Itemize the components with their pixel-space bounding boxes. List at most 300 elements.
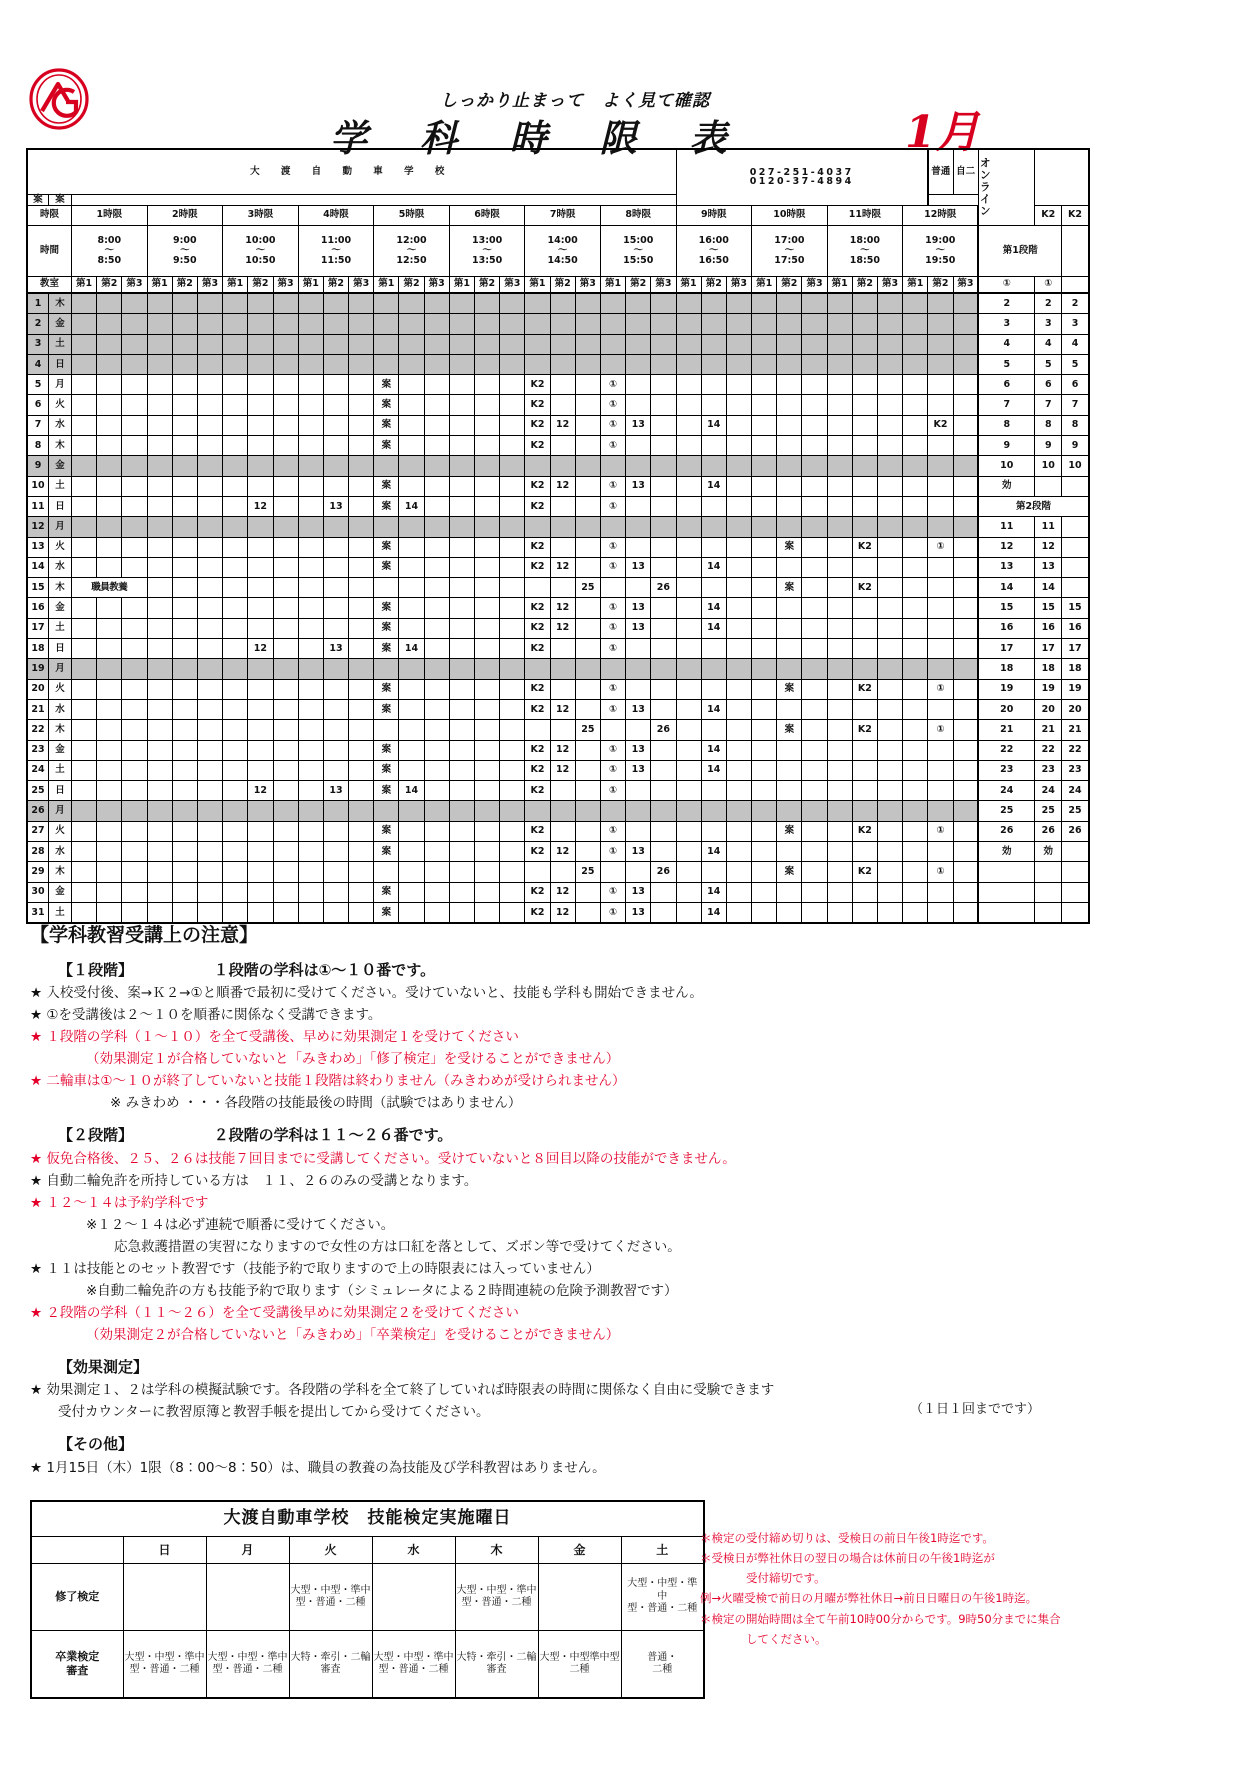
room-header: 第3 (802, 276, 827, 293)
schedule-cell (72, 476, 97, 496)
schedule-cell (424, 415, 449, 435)
schedule-cell (626, 639, 651, 659)
schedule-cell (197, 639, 222, 659)
schedule-cell (147, 293, 172, 314)
note-line: ★ １段階の学科（１～１０）を全て受講後、早めに効果測定１を受けてください (30, 1029, 519, 1046)
schedule-cell (223, 293, 248, 314)
schedule-cell (802, 821, 827, 841)
side-cell: 15 (1062, 598, 1089, 618)
schedule-cell (903, 841, 928, 861)
schedule-cell: 案 (374, 821, 399, 841)
schedule-cell (550, 720, 575, 740)
schedule-cell (525, 720, 550, 740)
schedule-cell (349, 436, 374, 456)
schedule-cell: K2 (525, 436, 550, 456)
schedule-cell (97, 395, 122, 415)
schedule-cell (475, 598, 500, 618)
schedule-cell (197, 415, 222, 435)
schedule-cell (72, 496, 97, 516)
schedule-cell (298, 314, 323, 334)
schedule-cell (197, 720, 222, 740)
schedule-cell (626, 781, 651, 801)
schedule-cell (122, 801, 147, 821)
row-date: 9 (27, 456, 49, 476)
schedule-cell (475, 618, 500, 638)
schedule-cell (449, 862, 474, 882)
schedule-cell (449, 395, 474, 415)
side-cell: 20 (1035, 699, 1062, 719)
schedule-cell (97, 436, 122, 456)
schedule-cell (726, 354, 751, 374)
schedule-cell (223, 841, 248, 861)
schedule-cell (323, 882, 348, 902)
schedule-cell (651, 821, 676, 841)
schedule-cell (752, 415, 777, 435)
period-header: 8時限 (600, 205, 676, 225)
schedule-cell (701, 821, 726, 841)
schedule-cell: 案 (374, 781, 399, 801)
schedule-cell (97, 841, 122, 861)
note-line: ★ 効果測定１、２は学科の模擬試験です。各段階の学科を全て終了していれば時限表の時間に関係なく自由に受験できます (30, 1382, 775, 1399)
row-date: 20 (27, 679, 49, 699)
schedule-cell (475, 415, 500, 435)
schedule-cell (72, 375, 97, 395)
schedule-cell (575, 395, 600, 415)
schedule-cell (399, 720, 424, 740)
table-row (27, 821, 1089, 841)
schedule-cell (72, 841, 97, 861)
schedule-cell (777, 354, 802, 374)
schedule-cell (349, 760, 374, 780)
exam-cell (123, 1564, 206, 1631)
table-row (27, 415, 1089, 435)
cell-kyoin: 職員教養 (72, 578, 148, 598)
schedule-cell (449, 720, 474, 740)
schedule-cell (97, 699, 122, 719)
side-cell: 6 (1062, 375, 1089, 395)
schedule-cell (500, 476, 525, 496)
schedule-cell (701, 679, 726, 699)
schedule-cell (449, 821, 474, 841)
schedule-cell: K2 (525, 781, 550, 801)
schedule-cell (273, 537, 298, 557)
row-date: 16 (27, 598, 49, 618)
schedule-cell (424, 375, 449, 395)
schedule-cell (953, 334, 978, 354)
schedule-cell (827, 415, 852, 435)
schedule-cell (122, 476, 147, 496)
schedule-cell (475, 578, 500, 598)
schedule-cell (97, 882, 122, 902)
schedule-cell (651, 496, 676, 516)
schedule-cell (525, 293, 550, 314)
schedule-cell (903, 862, 928, 882)
schedule-cell (550, 659, 575, 679)
schedule-cell (72, 781, 97, 801)
schedule-cell (298, 537, 323, 557)
schedule-cell (651, 801, 676, 821)
page-header (0, 30, 1240, 160)
side-cell: 18 (978, 659, 1035, 679)
schedule-cell (449, 537, 474, 557)
schedule-cell (903, 415, 928, 435)
schedule-cell: 14 (701, 882, 726, 902)
schedule-cell (726, 456, 751, 476)
schedule-cell (97, 293, 122, 314)
schedule-cell (323, 659, 348, 679)
side-cell: 12 (978, 537, 1035, 557)
schedule-cell (273, 557, 298, 577)
row-day: 日 (49, 781, 72, 801)
schedule-cell (550, 821, 575, 841)
schedule-cell (248, 862, 273, 882)
row-day: 水 (49, 699, 72, 719)
row-day: 金 (49, 314, 72, 334)
schedule-cell (827, 456, 852, 476)
schedule-cell: ① (600, 415, 625, 435)
schedule-cell (575, 557, 600, 577)
schedule-cell (475, 801, 500, 821)
schedule-cell: 案 (374, 841, 399, 861)
exam-cell: 大型・中型・準中 型・普通・二種 (123, 1631, 206, 1699)
schedule-cell (273, 334, 298, 354)
schedule-cell (575, 314, 600, 334)
schedule-cell (852, 781, 877, 801)
row-day: 土 (49, 618, 72, 638)
schedule-cell (928, 334, 953, 354)
side-cell: 16 (1035, 618, 1062, 638)
schedule-cell: ① (600, 740, 625, 760)
schedule-cell (852, 557, 877, 577)
schedule-cell (172, 720, 197, 740)
schedule-cell (298, 476, 323, 496)
schedule-cell (802, 720, 827, 740)
schedule-cell (550, 496, 575, 516)
schedule-cell (349, 821, 374, 841)
schedule-cell (223, 639, 248, 659)
schedule-cell (827, 354, 852, 374)
exam-cell: 大型・中型・準中 型・普通・二種 (289, 1564, 372, 1631)
schedule-cell (777, 639, 802, 659)
schedule-cell: 14 (701, 760, 726, 780)
schedule-cell (953, 639, 978, 659)
period-time: 15:00 ～ 15:50 (600, 225, 676, 276)
schedule-cell: ① (928, 821, 953, 841)
schedule-cell (575, 639, 600, 659)
schedule-cell: K2 (525, 740, 550, 760)
schedule-cell (626, 354, 651, 374)
side-cell (1035, 476, 1062, 496)
exam-cell: 大特・牽引・二輪 審査 (455, 1631, 538, 1699)
schedule-cell: 案 (374, 740, 399, 760)
schedule-cell (424, 476, 449, 496)
schedule-cell (802, 841, 827, 861)
schedule-cell (122, 557, 147, 577)
room-header: 第3 (726, 276, 751, 293)
schedule-cell: 13 (626, 476, 651, 496)
schedule-cell (172, 578, 197, 598)
schedule-cell (172, 436, 197, 456)
table-row (27, 354, 1089, 374)
schedule-cell (248, 618, 273, 638)
schedule-cell (500, 293, 525, 314)
side-cell: 20 (1062, 699, 1089, 719)
schedule-cell (752, 862, 777, 882)
schedule-cell (651, 415, 676, 435)
schedule-cell (903, 720, 928, 740)
schedule-cell (928, 659, 953, 679)
schedule-cell (349, 557, 374, 577)
schedule-cell (424, 395, 449, 415)
schedule-cell (223, 740, 248, 760)
exam-note-line: してください。 (700, 1631, 827, 1646)
side-cell: 26 (978, 821, 1035, 841)
schedule-cell (777, 801, 802, 821)
schedule-cell (777, 395, 802, 415)
schedule-cell (72, 517, 97, 537)
period-header: 3時限 (223, 205, 299, 225)
room-header: 第2 (475, 276, 500, 293)
schedule-cell (676, 354, 701, 374)
schedule-cell (676, 618, 701, 638)
kouka-note-right: （１日１回までです） (910, 1402, 1041, 1418)
schedule-cell (323, 598, 348, 618)
row-day: 火 (49, 395, 72, 415)
schedule-cell (323, 415, 348, 435)
schedule-cell (701, 375, 726, 395)
schedule-cell (147, 517, 172, 537)
schedule-cell (399, 760, 424, 780)
schedule-cell (248, 354, 273, 374)
side-cell: 5 (1062, 354, 1089, 374)
schedule-cell (197, 456, 222, 476)
side-cell: 7 (978, 395, 1035, 415)
schedule-cell (852, 882, 877, 902)
schedule-cell (802, 436, 827, 456)
schedule-cell (349, 314, 374, 334)
exam-title: 大渡自動車学校 技能検定実施曜日 (31, 1501, 704, 1537)
side-cell: 17 (978, 639, 1035, 659)
schedule-cell (197, 801, 222, 821)
schedule-cell (323, 862, 348, 882)
tagline: しっかり止まって よく見て確認 (440, 91, 710, 111)
schedule-cell (726, 578, 751, 598)
room-header: 第3 (651, 276, 676, 293)
schedule-cell (752, 639, 777, 659)
period-time: 10:00 ～ 10:50 (223, 225, 299, 276)
period-time: 19:00 ～ 19:50 (903, 225, 979, 276)
schedule-cell (777, 415, 802, 435)
other-heading: 【その他】 (58, 1435, 134, 1454)
schedule-cell (197, 659, 222, 679)
schedule-cell (651, 456, 676, 476)
schedule-cell (298, 395, 323, 415)
room-header: 第3 (424, 276, 449, 293)
schedule-cell (525, 578, 550, 598)
schedule-cell (273, 456, 298, 476)
schedule-cell (852, 496, 877, 516)
schedule-cell (97, 618, 122, 638)
schedule-cell (626, 293, 651, 314)
schedule-cell (500, 415, 525, 435)
schedule-cell (97, 659, 122, 679)
schedule-cell (878, 679, 903, 699)
schedule-cell (399, 354, 424, 374)
schedule-cell: 14 (701, 841, 726, 861)
schedule-cell (323, 395, 348, 415)
schedule-cell: 13 (626, 699, 651, 719)
notes-heading: 【学科教習受講上の注意】 (30, 924, 259, 946)
exam-cell: 大型・中型・準中 型・普通・二種 (455, 1564, 538, 1631)
schedule-cell (878, 740, 903, 760)
schedule-cell (676, 659, 701, 679)
schedule-cell (726, 760, 751, 780)
schedule-cell (525, 862, 550, 882)
schedule-cell (953, 679, 978, 699)
schedule-cell (903, 334, 928, 354)
side-cell: ① (978, 276, 1035, 293)
schedule-cell (298, 760, 323, 780)
schedule-cell (72, 456, 97, 476)
schedule-cell (72, 293, 97, 314)
schedule-cell (575, 740, 600, 760)
schedule-cell (651, 517, 676, 537)
schedule-cell (676, 293, 701, 314)
schedule-cell (248, 801, 273, 821)
row-date: 5 (27, 375, 49, 395)
schedule-cell (701, 456, 726, 476)
schedule-cell: 14 (701, 618, 726, 638)
room-header: 第3 (500, 276, 525, 293)
schedule-cell (147, 720, 172, 740)
schedule-cell (878, 760, 903, 780)
period-time: 16:00 ～ 16:50 (676, 225, 752, 276)
schedule-cell (122, 436, 147, 456)
schedule-cell (248, 557, 273, 577)
schedule-cell (273, 740, 298, 760)
schedule-cell (197, 578, 222, 598)
schedule-cell: 13 (626, 902, 651, 923)
schedule-cell (147, 578, 172, 598)
schedule-cell (852, 436, 877, 456)
table-row (27, 862, 1089, 882)
schedule-cell: 14 (701, 415, 726, 435)
schedule-cell (349, 354, 374, 374)
schedule-cell (349, 699, 374, 719)
schedule-cell (475, 679, 500, 699)
schedule-cell (349, 395, 374, 415)
schedule-cell (802, 395, 827, 415)
schedule-cell (223, 781, 248, 801)
schedule-cell (197, 841, 222, 861)
schedule-cell (349, 720, 374, 740)
schedule-cell (752, 679, 777, 699)
schedule-cell (122, 659, 147, 679)
schedule-cell (72, 659, 97, 679)
exam-notes (700, 1528, 1080, 1649)
schedule-cell (752, 598, 777, 618)
schedule-cell (399, 618, 424, 638)
schedule-cell (878, 314, 903, 334)
schedule-cell (676, 334, 701, 354)
schedule-cell: 26 (651, 578, 676, 598)
schedule-cell (676, 415, 701, 435)
schedule-cell (147, 314, 172, 334)
schedule-cell (323, 314, 348, 334)
schedule-cell: K2 (525, 618, 550, 638)
schedule-cell (928, 760, 953, 780)
note-line: ※ みきわめ ・・・各段階の技能最後の時間（試験ではありません） (110, 1095, 522, 1112)
schedule-cell (424, 354, 449, 374)
exam-row-label: 修了検定 (31, 1564, 123, 1631)
schedule-cell (701, 781, 726, 801)
schedule-cell (475, 314, 500, 334)
schedule-cell (726, 314, 751, 334)
schedule-cell (298, 557, 323, 577)
side-cell: 21 (978, 720, 1035, 740)
schedule-cell (147, 395, 172, 415)
schedule-cell (223, 720, 248, 740)
side-cell: 8 (1035, 415, 1062, 435)
schedule-cell (172, 314, 197, 334)
schedule-cell (752, 375, 777, 395)
schedule-cell (298, 334, 323, 354)
schedule-cell (802, 578, 827, 598)
schedule-cell: 案 (374, 415, 399, 435)
schedule-cell (827, 314, 852, 334)
schedule-cell (500, 760, 525, 780)
schedule-cell (651, 618, 676, 638)
schedule-cell: K2 (525, 841, 550, 861)
schedule-cell (424, 334, 449, 354)
schedule-cell (399, 598, 424, 618)
schedule-cell (878, 537, 903, 557)
schedule-cell (777, 841, 802, 861)
table-row (27, 760, 1089, 780)
schedule-cell (72, 821, 97, 841)
table-row (27, 334, 1089, 354)
schedule-cell (953, 456, 978, 476)
schedule-cell (575, 618, 600, 638)
period-header: 2時限 (147, 205, 223, 225)
schedule-cell (600, 862, 625, 882)
schedule-cell (852, 375, 877, 395)
schedule-cell (903, 679, 928, 699)
period-time: 8:00 ～ 8:50 (72, 225, 148, 276)
schedule-cell (349, 659, 374, 679)
schedule-cell (777, 375, 802, 395)
stage1-label: 第1段階 (978, 225, 1062, 276)
stage2-text: ２段階の学科は１１～２６番です。 (213, 1126, 453, 1145)
schedule-cell (197, 557, 222, 577)
schedule-cell (550, 679, 575, 699)
schedule-cell (626, 334, 651, 354)
schedule-cell (172, 882, 197, 902)
schedule-cell (726, 841, 751, 861)
notes-section (30, 920, 1070, 1479)
period-header: 7時限 (525, 205, 601, 225)
schedule-cell: 案 (374, 679, 399, 699)
schedule-cell (878, 395, 903, 415)
schedule-cell (273, 720, 298, 740)
schedule-cell (323, 517, 348, 537)
schedule-cell (122, 740, 147, 760)
row-date: 7 (27, 415, 49, 435)
schedule-cell (802, 496, 827, 516)
period-time: 13:00 ～ 13:50 (449, 225, 525, 276)
schedule-cell (248, 720, 273, 740)
schedule-cell (248, 436, 273, 456)
